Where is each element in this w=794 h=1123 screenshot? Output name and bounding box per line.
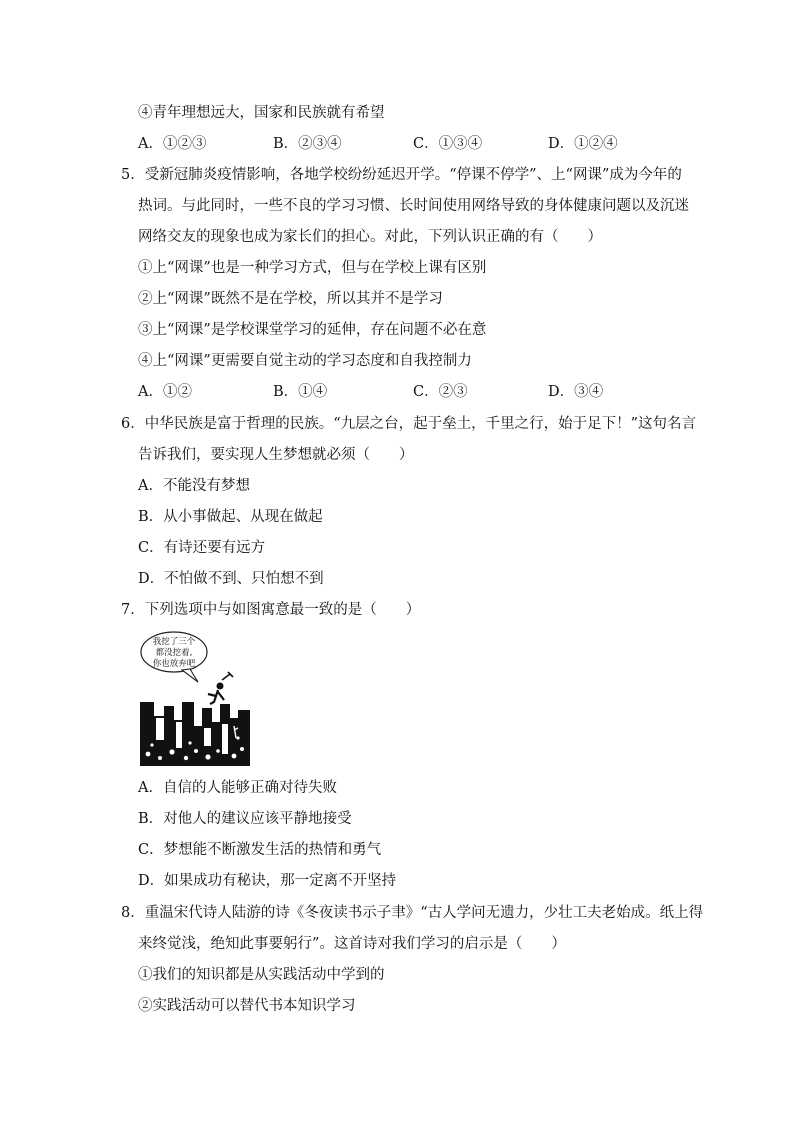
q6-option-a: A．不能没有梦想 [138, 478, 250, 494]
q8-stem-line-1: 8．重温宋代诗人陆游的诗《冬夜读书示子聿》“古人学问无遗力，少壮工夫老始成。纸上得 [121, 905, 704, 921]
q7-option-b: B．对他人的建议应该平静地接受 [138, 811, 352, 827]
q5-stem-line-2: 热词。与此同时，一些不良的学习习惯、长时间使用网络导致的身体健康问题以及沉迷 [138, 198, 689, 214]
q4-option-c: C．①③④ [413, 136, 483, 152]
q7-option-a: A．自信的人能够正确对待失败 [138, 780, 337, 796]
digging-cartoon-image [138, 630, 258, 768]
q6-option-c: C．有诗还要有远方 [138, 540, 266, 556]
q5-option-a: A．①② [138, 384, 192, 400]
q8-stem-line-2: 来终觉浅，绝知此事要躬行”。这首诗对我们学习的启示是（ ） [138, 936, 566, 952]
q4-option-a: A．①②③ [138, 136, 207, 152]
q6-stem-line-2: 告诉我们，要实现人生梦想就必须（ ） [138, 447, 414, 463]
q7-option-c: C．梦想能不断激发生活的热情和勇气 [138, 842, 382, 858]
q4-option-d: D．①②④ [548, 136, 618, 152]
q6-option-b: B．从小事做起、从现在做起 [138, 509, 323, 525]
q5-statement-3: ③上“网课”是学校课堂学习的延伸，存在问题不必在意 [138, 322, 487, 338]
q5-stem-line-3: 网络交友的现象也成为家长们的担心。对此，下列认识正确的有（ ） [138, 229, 602, 245]
bubble-line-2: 都没挖着, [155, 648, 193, 658]
q6-option-d: D．不怕做不到、只怕想不到 [138, 571, 324, 587]
q5-statement-4: ④上“网课”更需要自觉主动的学习态度和自我控制力 [138, 353, 472, 369]
q8-statement-2: ②实践活动可以替代书本知识学习 [138, 998, 356, 1014]
bubble-line-3: 你也放弃吧 [152, 659, 196, 669]
q5-option-c: C．②③ [413, 384, 468, 400]
q5-statement-2: ②上“网课”既然不是在学校，所以其并不是学习 [138, 291, 443, 307]
q5-statement-1: ①上“网课”也是一种学习方式，但与在学校上课有区别 [138, 260, 487, 276]
q7-option-d: D．如果成功有秘诀，那一定离不开坚持 [138, 873, 397, 889]
q4-statement-4: ④青年理想远大，国家和民族就有希望 [138, 105, 385, 121]
q5-option-b: B．①④ [273, 384, 328, 400]
bubble-line-1: 我挖了三个 [152, 637, 196, 647]
q8-statement-1: ①我们的知识都是从实践活动中学到的 [138, 967, 385, 983]
q4-option-b: B．②③④ [273, 136, 342, 152]
q7-stem: 7．下列选项中与如图寓意最一致的是（ ） [121, 602, 421, 618]
q5-stem-line-1: 5．受新冠肺炎疫情影响，各地学校纷纷延迟开学。“停课不停学”、上“网课”成为今年的 [121, 167, 682, 183]
q5-option-d: D．③④ [548, 384, 604, 400]
q6-stem-line-1: 6．中华民族是富于哲理的民族。“九层之台，起于垒土，千里之行，始于足下！”这句名言 [121, 416, 697, 432]
